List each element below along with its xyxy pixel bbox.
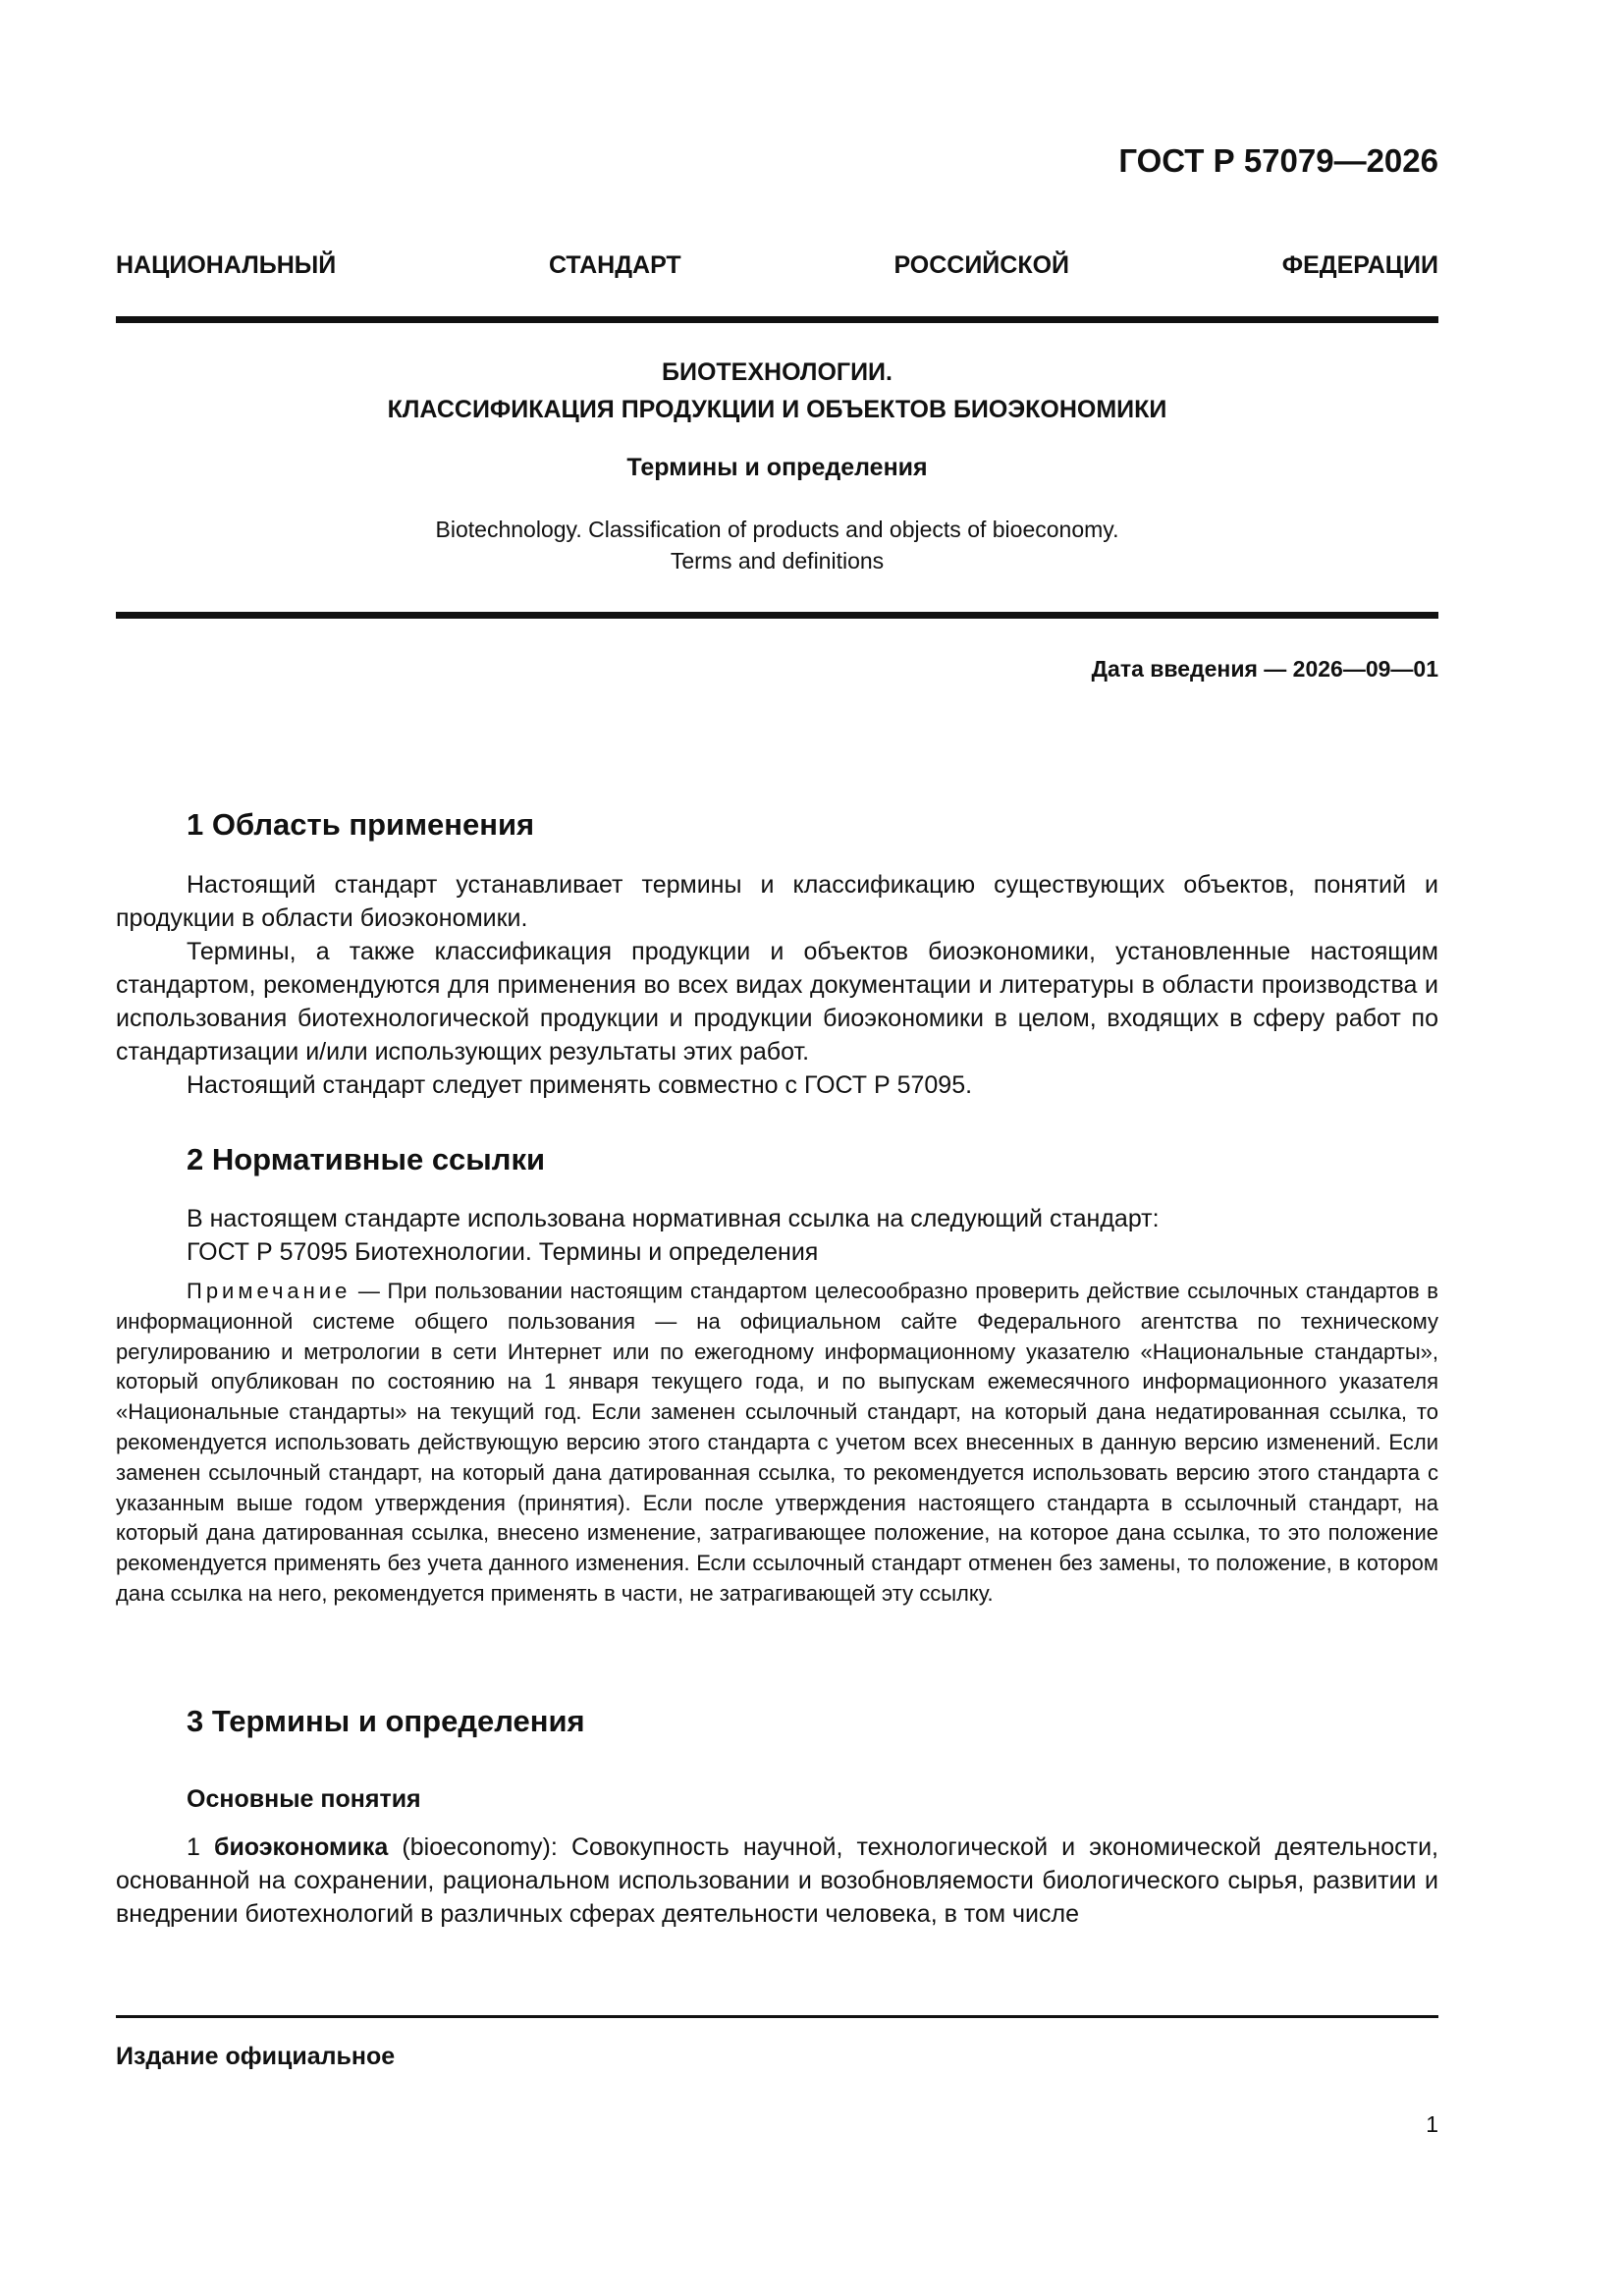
section1-paragraph2: Термины, а также классификация продукции и объектов биоэкономики, установленные настоящим стандартом, рекомендуются для применения во всех видах документации и литературы в области производства и использования биотехнологической продукции и продукции биоэкономики в целом, входящих в сферу работ по стандартизации и/или использующих результаты этих работ.: [116, 938, 1438, 1066]
section1-paragraph1: Настоящий стандарт устанавливает термины и классификацию существующих объектов, понятий и продукции в области биоэкономики.: [116, 871, 1438, 932]
term-english: (bioeconomy):: [388, 1833, 571, 1861]
title-en-line2: Terms and definitions: [670, 548, 885, 574]
section2-paragraph1: В настоящем стандарте использована нормативная ссылка на следующий стандарт:: [187, 1205, 1160, 1232]
date-of-introduction: Дата введения — 2026—09—01: [1091, 656, 1438, 682]
official-edition: Издание официальное: [116, 2043, 396, 2070]
title-ru-line2: КЛАССИФИКАЦИЯ ПРОДУКЦИИ И ОБЪЕКТОВ БИОЭКОНОМИКИ: [387, 396, 1167, 423]
note-label: Примечание: [187, 1279, 352, 1303]
section2-note: [116, 1277, 1438, 1610]
national-standard-banner: НАЦИОНАЛЬНЫЙ СТАНДАРТ РОССИЙСКОЙ ФЕДЕРАЦИИ: [116, 251, 1438, 279]
section3-heading: 3 Термины и определения: [187, 1704, 585, 1738]
term-entry: [116, 1831, 1438, 1931]
footer-divider: [116, 2015, 1438, 2018]
title-ru-line1: БИОТЕХНОЛОГИИ.: [662, 358, 893, 386]
section2-heading: 2 Нормативные ссылки: [187, 1142, 546, 1176]
title-en-line1: Biotechnology. Classification of products and objects of bioeconomy.: [435, 517, 1119, 542]
standard-designation: ГОСТ Р 57079—2026: [1118, 142, 1438, 179]
section1-paragraph3: Настоящий стандарт следует применять совместно с ГОСТ Р 57095.: [187, 1071, 973, 1099]
title-divider: [116, 612, 1438, 619]
term-number: 1: [187, 1833, 200, 1861]
subtitle-ru: Термины и определения: [626, 454, 928, 481]
term-name: биоэкономика: [214, 1833, 389, 1861]
title-en: [116, 514, 1438, 576]
note-text: — При пользовании настоящим стандартом целесообразно проверить действие ссылочных стандартов в информационной системе общего пользования — на официальном сайте Федерального агентства по техническому регулированию и метрологии в сети Интернет или по ежегодному информационному указателю «Национальные стандарты», который опубликован по состоянию на 1 января текущего года, и по выпускам ежемесячного информационного указателя «Национальные стандарты» на текущий год. Если заменен ссылочный стандарт, на который дана недатированная ссылка, то рекомендуется использовать действующую версию этого стандарта с учетом всех внесенных в данную версию изменений. Если заменен ссылочный стандарт, на который дана датированная ссылка, то рекомендуется использовать версию этого стандарта с указанным выше годом утверждения (принятия). Если после утверждения настоящего стандарта в ссылочный стандарт, на который дана датированная ссылка, внесено изменение, затрагивающее положение, на которое дана ссылка, то это положение рекомендуется применять без учета данного изменения. Если ссылочный стандарт отменен без замены, то положение, в котором дана ссылка на него, рекомендуется применять в части, не затрагивающей эту ссылку.: [116, 1279, 1438, 1606]
section3-subheading: Основные понятия: [187, 1785, 421, 1813]
title-ru: [116, 354, 1438, 428]
term-definition: Совокупность научной, технологической и экономической деятельности, основанной на сохранении, рациональном использовании и возобновляемости биологического сырья, развитии и внедрении биотехнологий в различных сферах деятельности человека, в том числе: [116, 1833, 1438, 1928]
top-divider: [116, 316, 1438, 323]
section2-reference: ГОСТ Р 57095 Биотехнологии. Термины и определения: [187, 1238, 819, 1266]
page-number: 1: [1426, 2111, 1438, 2137]
section1-heading: 1 Область применения: [187, 807, 535, 842]
